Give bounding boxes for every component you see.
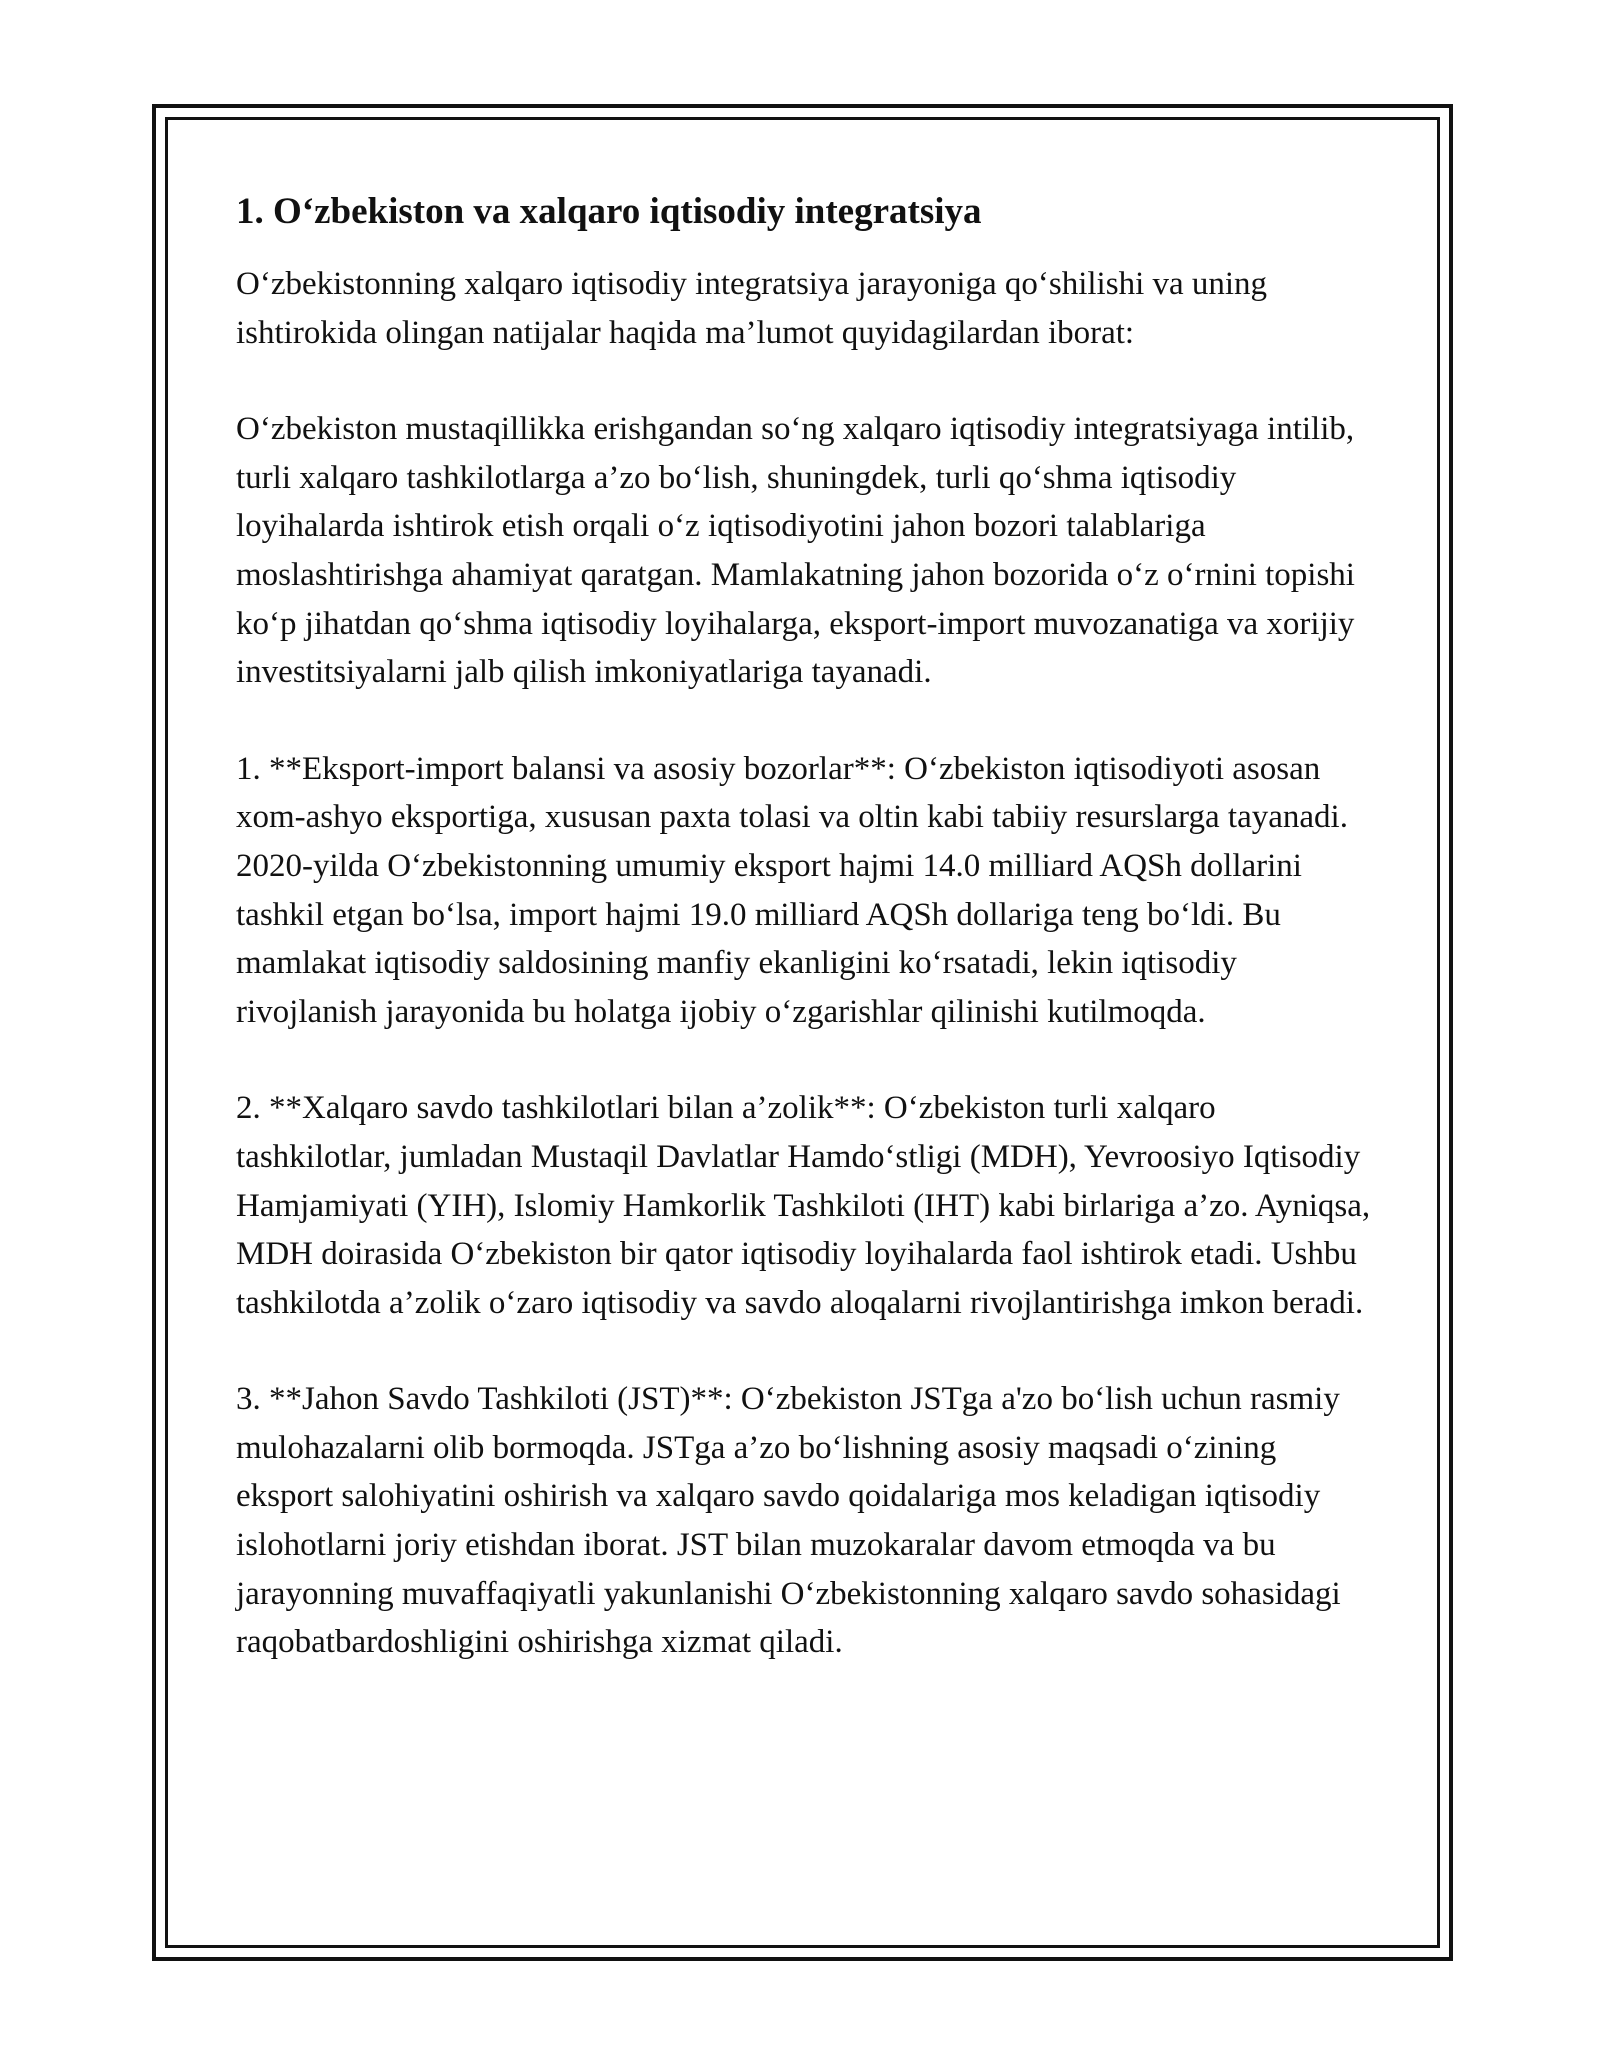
paragraph-wto: 3. **Jahon Savdo Tashkiloti (JST)**: O‘zbekiston JSTga a'zo bo‘lish uchun rasmiy mulohazalarni olib bormoqda. JSTga a’zo bo‘lishning asosiy maqsadi o‘zining eksport salohiyatini oshirish va xalqaro savdo qoidalariga mos keladigan iqtisodiy islohotlarni joriy etishdan iborat. JST bilan muzokaralar davom etmoqda va bu jarayonning muvaffaqiyatli yakunlanishi O‘zbekistonning xalqaro savdo sohasidagi raqobatbardoshligini oshirishga xizmat qiladi. xyxy=(236,1381,1341,1661)
paragraph-overview: O‘zbekiston mustaqillikka erishgandan so‘ng xalqaro iqtisodiy integratsiyaga intilib, turli xalqaro tashkilotlarga a’zo bo‘lish, shuningdek, turli qo‘shma iqtisodiy loyihalarda ishtirok etish orqali o‘z iqtisodiyotini jahon bozori talablariga moslashtirishga ahamiyat qaratgan. Mamlakatning jahon bozorida o‘z o‘rnini topishi ko‘p jihatdan qo‘shma iqtisodiy loyihalarga, eksport-import muvozanatiga va xorijiy investitsiyalarni jalb qilish imkoniyatlariga tayanadi. xyxy=(236,411,1355,691)
paragraph-trade-organizations: 2. **Xalqaro savdo tashkilotlari bilan a’zolik**: O‘zbekiston turli xalqaro tashkilotlar, jumladan Mustaqil Davlatlar Hamdo‘stligi (MDH), Yevroosiyo Iqtisodiy Hamjamiyati (YIH), Islomiy Hamkorlik Tashkiloti (IHT) kabi birlariga a’zo. Ayniqsa, MDH doirasida O‘zbekiston bir qator iqtisodiy loyihalarda faol ishtirok etadi. Ushbu tashkilotda a’zolik o‘zaro iqtisodiy va savdo aloqalarni rivojlantirishga imkon beradi. xyxy=(236,1090,1371,1321)
paragraph-intro: O‘zbekistonning xalqaro iqtisodiy integratsiya jarayoniga qo‘shilishi va uning ishtirokida olingan natijalar haqida ma’lumot quyidagilardan iborat: xyxy=(236,266,1268,351)
paragraph-export-import: 1. **Eksport-import balansi va asosiy bozorlar**: O‘zbekiston iqtisodiyoti asosan xom-ashyo eksportiga, xususan paxta tolasi va oltin kabi tabiiy resurslarga tayanadi. 2020-yilda O‘zbekistonning umumiy eksport hajmi 14.0 milliard AQSh dollarini tashkil etgan bo‘lsa, import hajmi 19.0 milliard AQSh dollariga teng bo‘ldi. Bu mamlakat iqtisodiy saldosining manfiy ekanligini ko‘rsatadi, lekin iqtisodiy rivojlanish jarayonida bu holatga ijobiy o‘zgarishlar qilinishi kutilmoqda. xyxy=(236,750,1348,1030)
section-title: 1. O‘zbekiston va xalqaro iqtisodiy integratsiya xyxy=(236,191,982,232)
document-body xyxy=(236,186,1376,1715)
